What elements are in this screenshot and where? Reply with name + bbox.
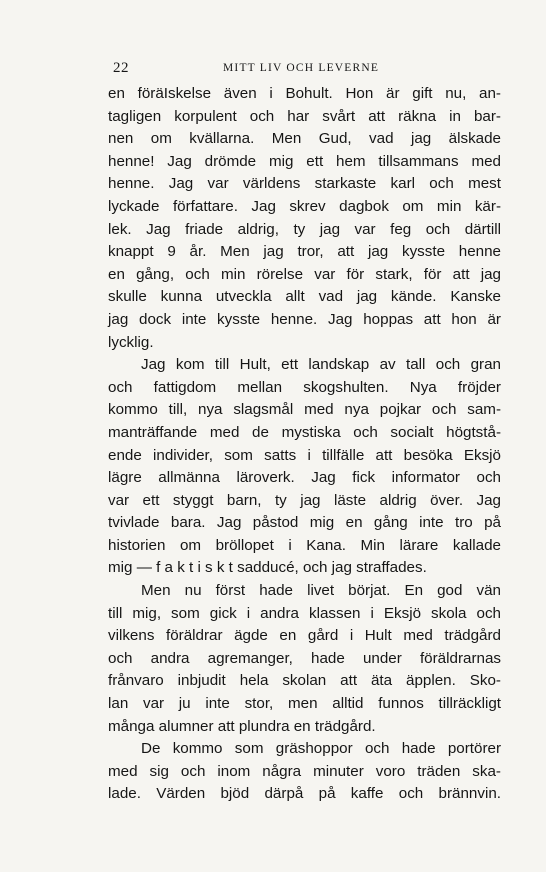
text-line: historien om bröllopet i Kana. Min lärare kallade — [108, 536, 501, 554]
text-line: och andra agremanger, hade under föräldrarnas — [108, 649, 501, 667]
text-line: De kommo som gräshoppor och hade portörer — [141, 740, 501, 758]
text-line: tagligen korpulent och har svårt att räkna in bar- — [108, 107, 501, 125]
text-line: manträffande med de mystiska och socialt högtstå- — [108, 423, 501, 441]
text-line: knappt 9 år. Men jag tror, att jag kysste henne — [108, 243, 501, 261]
text-line: en föräIskelse även i Bohult. Hon är gift nu, an- — [108, 85, 501, 102]
text-line: lan var ju inte stor, men alltid funnos tillräckligt — [108, 695, 501, 713]
text-line: lycklig. — [108, 333, 154, 351]
text-line: Men nu först hade livet börjat. En god vän — [141, 582, 501, 600]
text-line: till mig, som gick i andra klassen i Eksjö skola och — [108, 604, 501, 622]
text-line: nen om kvällarna. Men Gud, vad jag älskade — [108, 130, 501, 148]
text-line: mig — f a k t i s k t sadducé, och jag straffades. — [108, 559, 427, 577]
text-line: och fattigdom mellan skogshulten. Nya fröjder — [108, 378, 501, 396]
running-title: MITT LIV OCH LEVERNE — [223, 62, 380, 74]
text-line: kommo till, nya slagsmål med nya pojkar och sam- — [108, 401, 501, 419]
text-line: ende individer, som satts i tillfälle att besöka Eksjö — [108, 446, 501, 464]
page-header — [113, 60, 506, 80]
text-line: lägre allmänna läroverk. Jag fick informator och — [108, 469, 501, 487]
body-text — [108, 83, 501, 806]
text-line: lyckade författare. Jag skrev dagbok om min kär- — [108, 197, 501, 215]
text-line: frånvaro inbjudit hela skolan att äta äpplen. Sko- — [108, 672, 501, 690]
text-line: en gång, och min rörelse var för stark, för att jag — [108, 265, 501, 283]
text-line: henne! Jag drömde mig ett hem tillsammans med — [108, 152, 501, 170]
text-line: skulle kunna utveckla allt vad jag kände. Kanske — [108, 288, 501, 306]
page-number: 22 — [113, 60, 129, 76]
text-line: lek. Jag friade aldrig, ty jag var feg och därtill — [108, 220, 501, 238]
text-line: många alumner att plundra en trädgård. — [108, 717, 376, 735]
text-line: vilkens föräldrar ägde en gård i Hult med trädgård — [108, 627, 501, 645]
text-line: lade. Värden bjöd därpå på kaffe och brännvin. — [108, 785, 501, 803]
text-line: jag dock inte kysste henne. Jag hoppas att hon är — [108, 310, 501, 328]
text-line: tvivlade bara. Jag påstod mig en gång inte tro på — [108, 514, 501, 532]
text-line: henne. Jag var världens starkaste karl och mest — [108, 175, 501, 193]
text-line: Jag kom till Hult, ett landskap av tall och gran — [141, 356, 501, 374]
text-line: var ett styggt barn, ty jag läste aldrig över. Jag — [108, 491, 501, 509]
text-line: med sig och inom några minuter voro träden ska- — [108, 762, 501, 780]
